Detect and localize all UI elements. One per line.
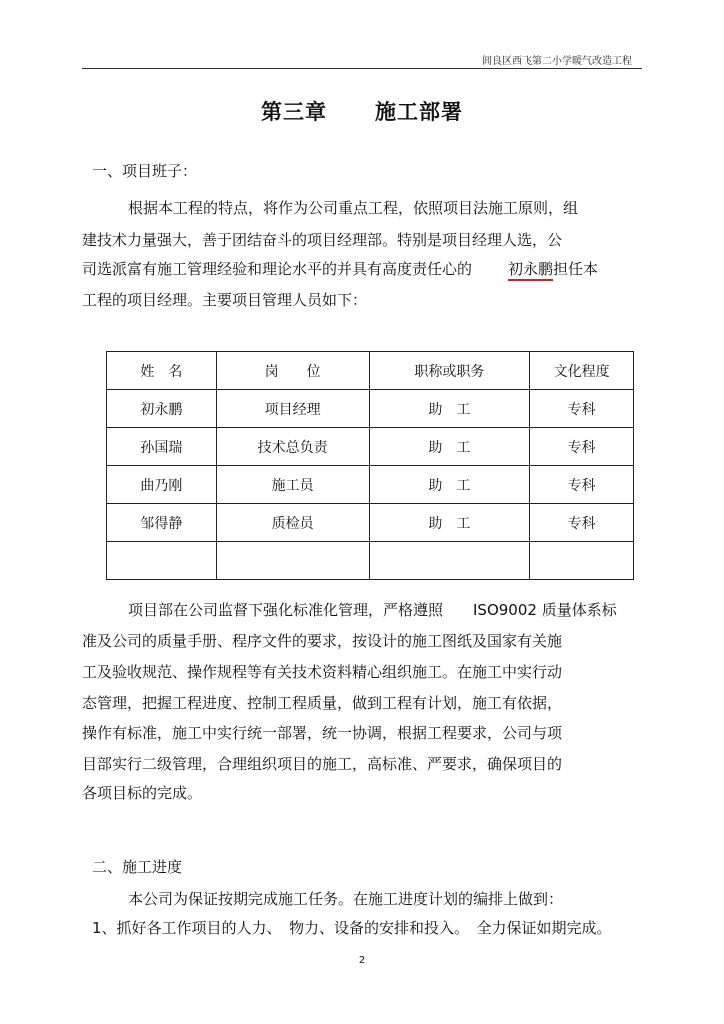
- table-row: [107, 428, 634, 466]
- table-cell: 专科: [530, 390, 634, 428]
- table-row: [107, 390, 634, 428]
- paragraph-line: 项目部在公司监督下强化标准化管理，严格遵照 ISO9002 质量体系标: [128, 601, 617, 619]
- table-cell: 邹得静: [107, 504, 217, 542]
- paragraph-line: 各项目标的完成。: [82, 784, 203, 802]
- table-cell: 专科: [530, 466, 634, 504]
- table-cell: 初永鹏: [107, 390, 217, 428]
- chapter-number: 第三章: [261, 100, 327, 124]
- table-header-cell: 姓 名: [107, 352, 217, 390]
- paragraph-line: 态管理，把握工程进度、控制工程质量，做到工程有计划，施工有依据，: [82, 694, 563, 712]
- section-heading-schedule: 二、施工进度: [92, 858, 183, 876]
- table-cell: 专科: [530, 504, 634, 542]
- page-number: 2: [358, 955, 366, 966]
- table-cell: 曲乃刚: [107, 466, 217, 504]
- table-cell: 助 工: [369, 428, 530, 466]
- table-cell: 助 工: [369, 504, 530, 542]
- paragraph-text: 担任本: [553, 260, 599, 278]
- table-cell: 助 工: [369, 390, 530, 428]
- paragraph-line: 根据本工程的特点，将作为公司重点工程，依照项目法施工原则，组: [128, 199, 579, 217]
- table-cell: 施工员: [216, 466, 369, 504]
- paragraph-text: 司选派富有施工管理经验和理论水平的并具有高度责任心的: [82, 260, 473, 278]
- table-cell: [216, 542, 369, 580]
- table-cell: 项目经理: [216, 390, 369, 428]
- paragraph-line: 本公司为保证按期完成施工任务。在施工进度计划的编排上做到：: [128, 890, 564, 908]
- paragraph-line: 工及验收规范、操作规程等有关技术资料精心组织施工。在施工中实行动: [82, 663, 563, 681]
- paragraph-line: 建技术力量强大，善于团结奋斗的项目经理部。特别是项目经理人选，公: [82, 231, 563, 249]
- paragraph-line: 操作有标准，施工中实行统一部署，统一协调，根据工程要求，公司与项: [82, 724, 563, 742]
- table-cell: [369, 542, 530, 580]
- table-row-empty: [107, 542, 634, 580]
- project-manager-name: 初永鹏: [508, 260, 553, 281]
- table-cell: [107, 542, 217, 580]
- table-cell: 质检员: [216, 504, 369, 542]
- table-header-cell: 职称或职务: [369, 352, 530, 390]
- table-row: [107, 466, 634, 504]
- paragraph-line: 准及公司的质量手册、程序文件的要求，按设计的施工图纸及国家有关施: [82, 632, 563, 650]
- paragraph-line: 1、抓好各工作项目的人力、 物力、设备的安排和投入。 全力保证如期完成。: [92, 919, 612, 937]
- paragraph-line: [82, 258, 598, 279]
- chapter-name: 施工部署: [375, 100, 463, 124]
- table-header-cell: 岗 位: [216, 352, 369, 390]
- section-heading-team: 一、项目班子：: [92, 162, 198, 180]
- table-header-row: [107, 352, 634, 390]
- table-cell: 技术总负责: [216, 428, 369, 466]
- table-cell: [530, 542, 634, 580]
- staff-table: [106, 351, 634, 580]
- table-cell: 助 工: [369, 466, 530, 504]
- table-cell: 孙国瑞: [107, 428, 217, 466]
- table-row: [107, 504, 634, 542]
- table-cell: 专科: [530, 428, 634, 466]
- running-header: 闾良区西飞第二小学暖气改造工程: [482, 56, 632, 67]
- table-header-cell: 文化程度: [530, 352, 634, 390]
- header-rule: [82, 68, 642, 69]
- paragraph-line: 目部实行二级管理，合理组织项目的施工，高标准、严要求，确保项目的: [82, 755, 563, 773]
- paragraph-line: 工程的项目经理。主要项目管理人员如下：: [82, 291, 368, 309]
- chapter-title: [0, 96, 724, 126]
